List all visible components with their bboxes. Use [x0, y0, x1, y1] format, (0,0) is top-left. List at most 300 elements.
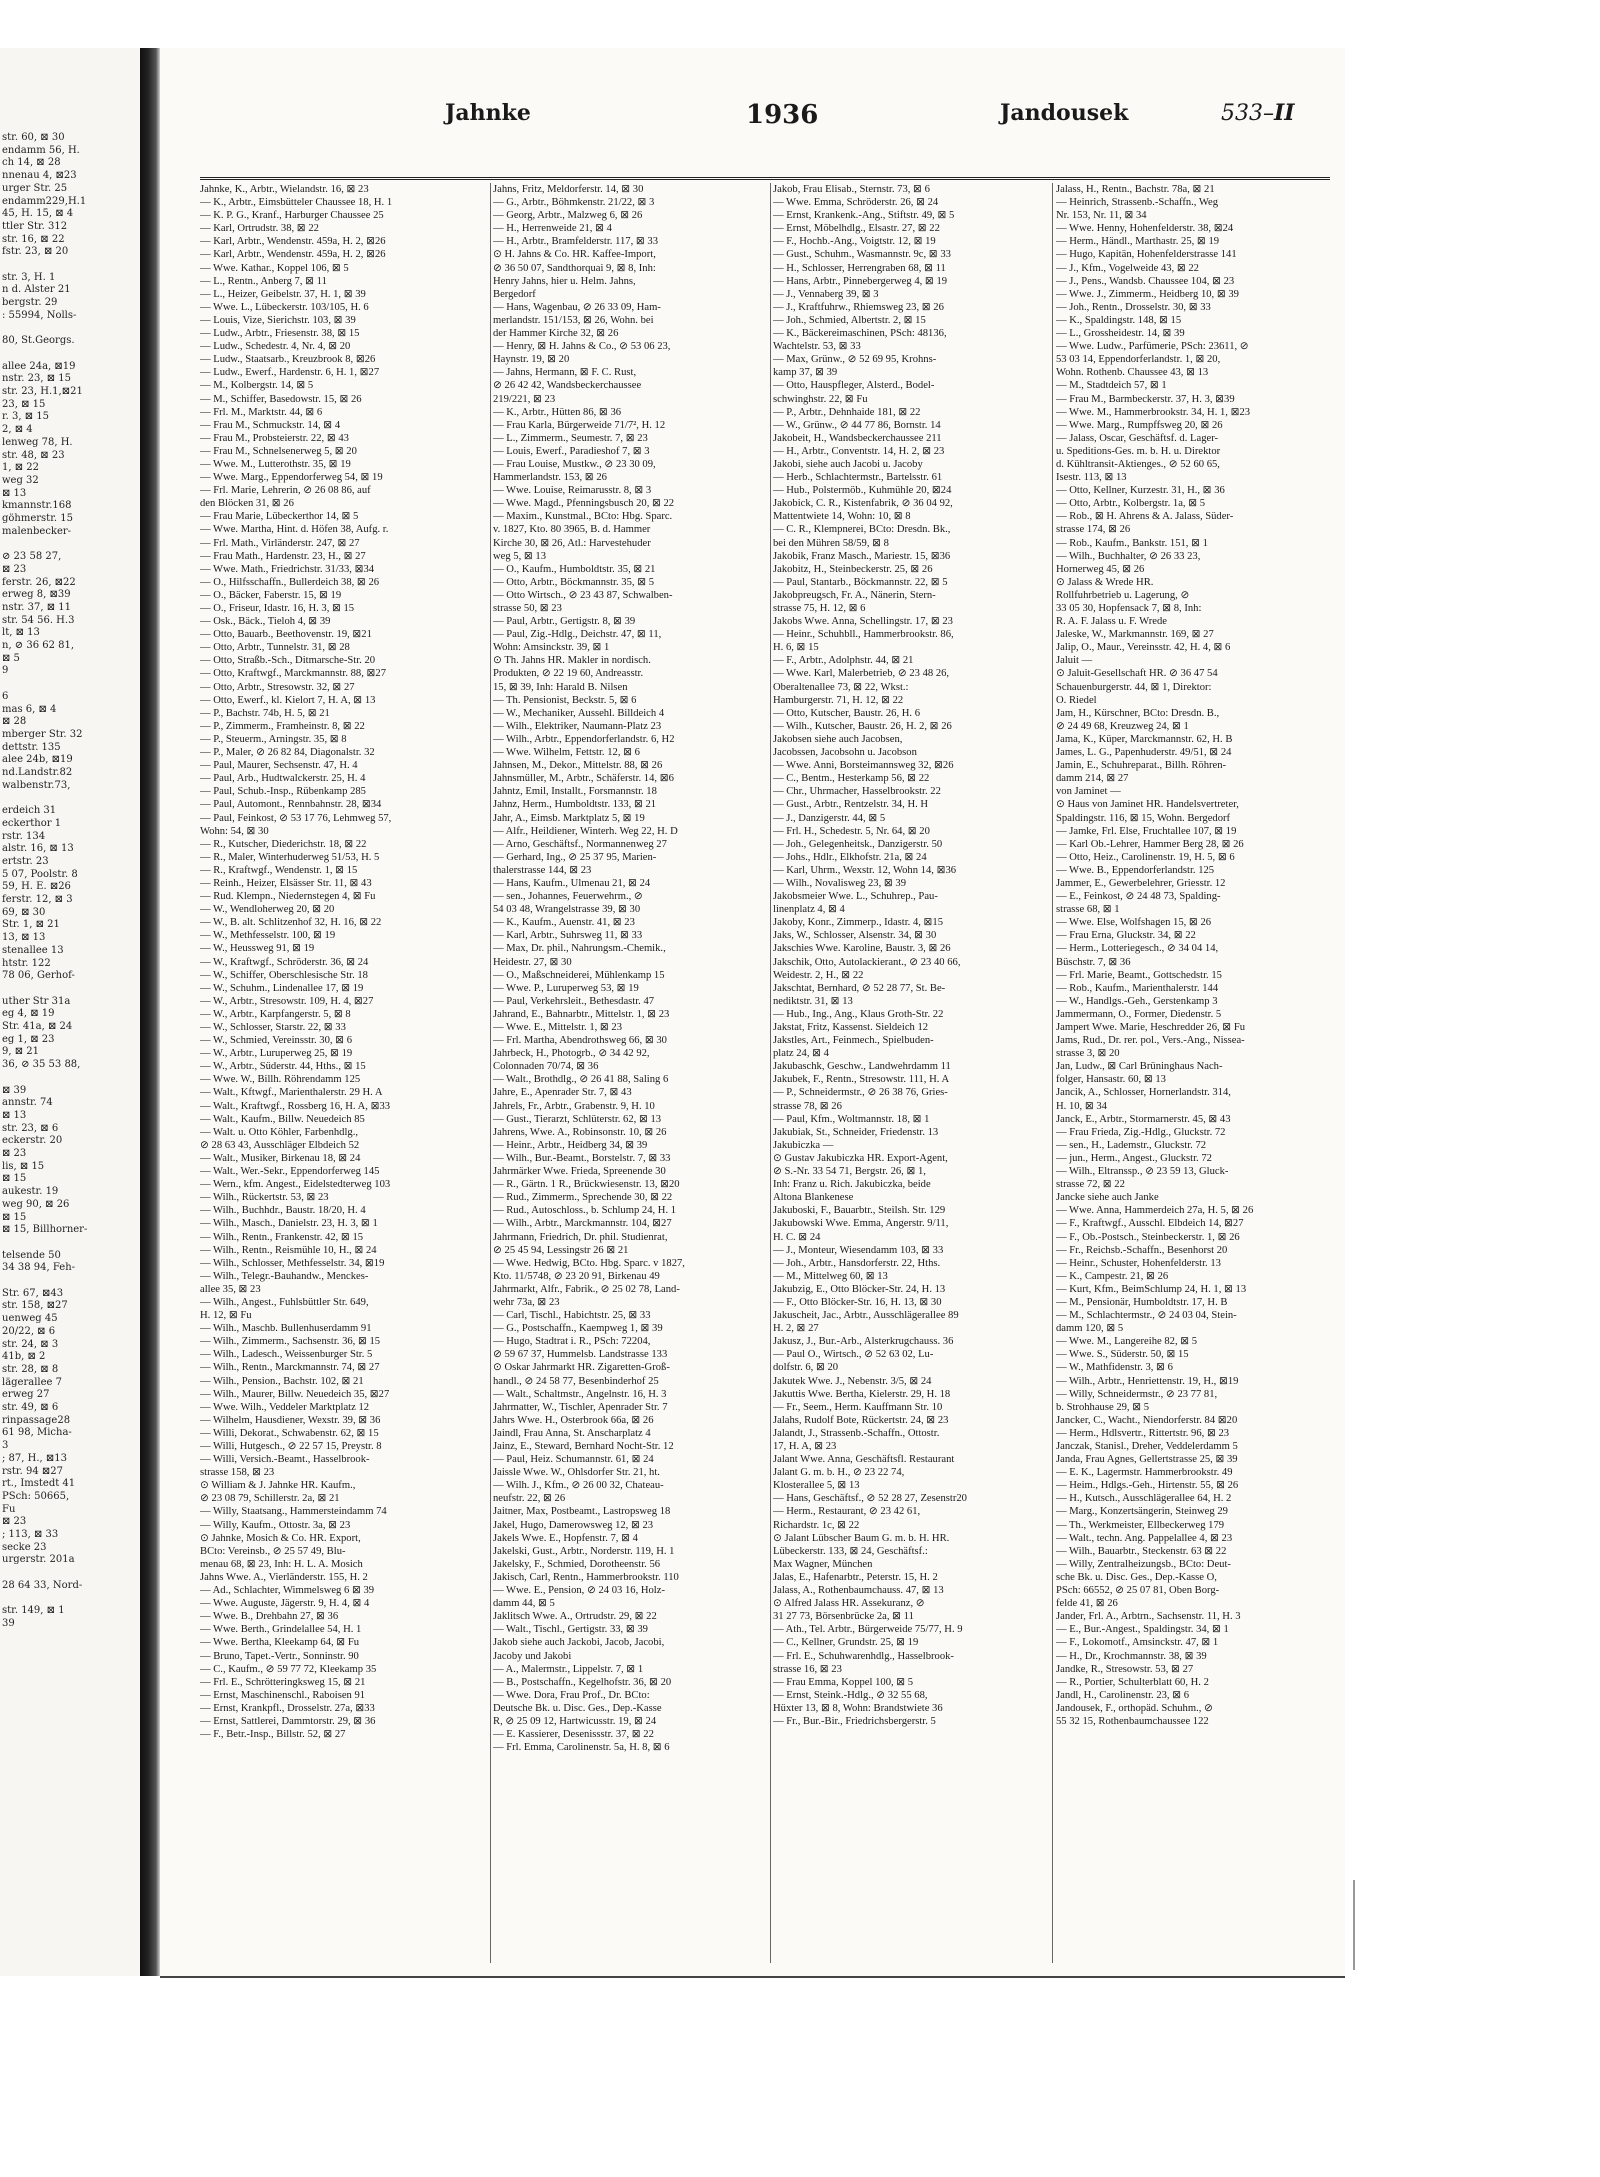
directory-entry-line: Jakubiak, St., Schneider, Friedenstr. 13: [773, 1126, 939, 1138]
directory-entry-line: felde 41, ⊠ 26: [1056, 1598, 1118, 1610]
directory-entry-line: — L., Grossheidestr. 14, ⊠ 39: [1056, 328, 1185, 340]
directory-entry-line: Jakel, Hugo, Damerowsweg 12, ⊠ 23: [493, 1519, 654, 1531]
directory-entry-line: — W., Wendloherweg 20, ⊠ 20: [200, 904, 335, 916]
directory-entry-line: — E., Feinkost, ⊘ 24 48 73, Spalding-: [1056, 891, 1221, 903]
directory-entry-line: — Hans, Wagenbau, ⊘ 26 33 09, Ham-: [493, 301, 661, 313]
left-page-fragment-line: uenweg 45: [2, 1313, 58, 1325]
directory-entry-line: — Wilh., Arbtr., Eppendorferlandstr. 6, H2: [493, 733, 675, 745]
directory-entry-line: Jakobpreugsch, Fr. A., Nänerin, Stern-: [773, 589, 936, 601]
directory-entry-line: — Otto, Bauarb., Beethovenstr. 19, ⊠21: [200, 629, 372, 641]
directory-entry-line: Jakob siehe auch Jackobi, Jacob, Jacobi,: [493, 1637, 665, 1649]
left-page-fragment-line: alee 24b, ⊠19: [2, 754, 73, 766]
left-page-fragment-line: str. 28, ⊠ 8: [2, 1363, 59, 1375]
directory-entry-line: Jacoby und Jakobi: [493, 1650, 572, 1662]
left-page-fragment-line: 6: [2, 690, 9, 702]
directory-entry-line: — Herm., Hdlsvertr., Rittertstr. 96, ⊠ 23: [1056, 1427, 1230, 1439]
directory-entry-line: — W., Arbtr., Stresowstr. 109, H. 4, ⊠27: [200, 995, 374, 1007]
directory-entry-line: — Paul, Verkehrsleit., Bethesdastr. 47: [493, 995, 655, 1007]
left-page-fragment-line: rt., Imstedt 41: [2, 1478, 76, 1490]
directory-entry-line: — W., Grünw., ⊘ 44 77 86, Bornstr. 14: [773, 419, 941, 431]
directory-entry-line: — C., Bentm., Hesterkamp 56, ⊠ 22: [773, 773, 930, 785]
directory-entry-line: — Osk., Bäck., Tieloh 4, ⊠ 39: [200, 616, 331, 628]
directory-entry-line: Schauenburgerstr. 44, ⊠ 1, Direktor:: [1056, 681, 1212, 693]
directory-entry-line: — Willi, Dekorat., Schwabenstr. 62, ⊠ 15: [200, 1427, 379, 1439]
directory-entry-line: — Joh., Schmied, Albertstr. 2, ⊠ 15: [773, 314, 926, 326]
directory-entry-line: — O., Hilfsschaffn., Bullerdeich 38, ⊠ 26: [200, 576, 380, 588]
column-4: [1056, 183, 1346, 1963]
directory-entry-line: — Heinr., Arbtr., Heidberg 34, ⊠ 39: [493, 1139, 648, 1151]
directory-entry-line: — Wilh., Bur.-Beamt., Borstelstr. 7, ⊠ 33: [493, 1152, 671, 1164]
directory-entry-line: — Carl, Tischl., Habichtstr. 25, ⊠ 33: [493, 1310, 651, 1322]
directory-entry-line: — Walt., techn. Ang. Pappelallee 4, ⊠ 23: [1056, 1532, 1233, 1544]
left-page-fragment-line: ⊠ 15: [2, 1173, 27, 1185]
left-page-fragment-line: rinpassage28: [2, 1414, 71, 1426]
directory-entry-line: Jakobitz, H., Steinbeckerstr. 25, ⊠ 26: [773, 563, 933, 575]
directory-entry-line: — Karl, Arbtr., Wendenstr. 459a, H. 2, ⊠26: [200, 236, 386, 248]
scanner-top-edge: [0, 0, 1600, 48]
directory-entry-line: — Frl. Marie, Lehrerin, ⊘ 26 08 86, auf: [200, 485, 371, 497]
directory-entry-line: Jams, Rud., Dr. rer. pol., Vers.-Ang., Nissea-: [1056, 1035, 1245, 1047]
directory-entry-line: — P., Schneidermstr., ⊘ 26 38 76, Gries-: [773, 1087, 948, 1099]
directory-entry-line: — Walt., Schaltmstr., Angelnstr. 16, H. 3: [493, 1388, 667, 1400]
directory-entry-line: — Rud., Zimmerm., Sprechende 30, ⊠ 22: [493, 1192, 673, 1204]
left-page-fragment-line: n, ⊘ 36 62 81,: [2, 640, 75, 651]
left-page-fragment-line: ch 14, ⊠ 28: [2, 157, 61, 169]
directory-entry-line: Janczak, Stanisl., Dreher, Veddelerdamm 5: [1056, 1441, 1238, 1452]
directory-entry-line: Jahre, E., Apenrader Str. 7, ⊠ 43: [493, 1087, 632, 1099]
directory-entry-line: dolfstr. 6, ⊠ 20: [773, 1362, 839, 1374]
directory-entry-line: — Fr., Seem., Herm. Kauffmann Str. 10: [773, 1401, 943, 1413]
directory-entry-line: Bergedorf: [493, 288, 536, 300]
directory-entry-line: Jammermann, O., Former, Diedenstr. 5: [1056, 1008, 1222, 1020]
directory-entry-line: — Walt., Musiker, Birkenau 18, ⊠ 24: [200, 1152, 361, 1164]
directory-entry-line: — Paul, Schub.-Insp., Rübenkamp 285: [200, 786, 366, 798]
directory-entry-line: H. 12, ⊠ Fu: [200, 1310, 252, 1322]
directory-entry-line: — Frau Frieda, Zig.-Hdlg., Gluckstr. 72: [1056, 1126, 1226, 1138]
directory-entry-line: — Wilh., Elektriker, Naumann-Platz 23: [493, 720, 662, 732]
directory-entry-line: — Wilh., Rentn., Marckmannstr. 74, ⊠ 27: [200, 1362, 380, 1374]
directory-entry-line: — Wilh., Maschb. Bullenhuserdamm 91: [200, 1323, 372, 1335]
directory-entry-line: — Wwe. Bertha, Kleekamp 64, ⊠ Fu: [200, 1637, 360, 1649]
directory-entry-line: — Paul, Maurer, Sechsenstr. 47, H. 4: [200, 760, 358, 772]
directory-entry-line: Jakels Wwe. E., Hopfenstr. 7, ⊠ 4: [493, 1532, 638, 1544]
column-2: [493, 183, 783, 1963]
directory-entry-line: — Willi, Versich.-Beamt., Hasselbrook-: [200, 1454, 370, 1466]
directory-entry-line: — W., B. alt. Schlitzenhof 32, H. 16, ⊠ 22: [200, 917, 382, 929]
directory-entry-line: Jaluit —: [1056, 655, 1093, 667]
directory-entry-line: — E., Bur.-Angest., Spaldingstr. 34, ⊠ 1: [1056, 1624, 1229, 1636]
directory-entry-line: Jakschtat, Bernhard, ⊘ 52 28 77, St. Be-: [773, 982, 946, 994]
directory-entry-line: — Wwe. Anni, Borsteimannsweg 32, ⊠26: [773, 760, 954, 772]
directory-entry-line: — Wwe. Auguste, Jägerstr. 9, H. 4, ⊠ 4: [200, 1598, 370, 1610]
directory-entry-line: — Paul, Zig.-Hdlg., Deichstr. 47, ⊠ 11,: [493, 629, 662, 641]
directory-entry-line: — C. R., Klempnerei, BCto: Dresdn. Bk.,: [773, 524, 951, 536]
directory-entry-line: Henry Jahns, hier u. Helm. Jahns,: [493, 275, 636, 287]
directory-entry-line: — H., Dr., Krochmannstr. 38, ⊠ 39: [1056, 1650, 1207, 1662]
directory-entry-line: — Otto, Kellner, Kurzestr. 31, H., ⊠ 36: [1056, 485, 1225, 497]
directory-entry-line: — Wwe. Marg., Rumpffsweg 20, ⊠ 26: [1056, 419, 1223, 431]
directory-entry-line: ⊘ 59 67 37, Hummelsb. Landstrasse 133: [493, 1349, 668, 1361]
directory-entry-line: — Wwe. Dora, Frau Prof., Dr. BCto:: [493, 1689, 650, 1701]
directory-entry-line: — Rob., Kaufm., Bankstr. 151, ⊠ 1: [1056, 537, 1208, 549]
directory-entry-line: — Herm., Restaurant, ⊘ 23 42 61,: [773, 1506, 921, 1518]
left-page-fragment-line: lenweg 78, H.: [2, 436, 73, 448]
directory-entry-line: — Ernst, Möbelhdlg., Elsastr. 27, ⊠ 22: [773, 223, 940, 235]
directory-entry-line: Jakubek, F., Rentn., Stresowstr. 111, H. A: [773, 1074, 950, 1086]
directory-entry-line: thalerstrasse 144, ⊠ 23: [493, 864, 592, 876]
directory-entry-line: strasse 3, ⊠ 20: [1056, 1048, 1120, 1060]
directory-entry-line: — Louis, Vize, Sierichstr. 103, ⊠ 39: [200, 314, 356, 326]
directory-entry-line: — Herm., Händl., Marthastr. 25, ⊠ 19: [1056, 236, 1220, 248]
directory-entry-line: H. 2, ⊠ 27: [773, 1323, 819, 1335]
left-page-fragment-line: malenbecker-: [2, 525, 72, 537]
left-page-fragment-line: lis, ⊠ 15: [2, 1160, 45, 1172]
directory-entry-line: — K., Arbtr., Eimsbütteler Chaussee 18, H. 1: [200, 197, 393, 209]
book-gutter: [140, 48, 160, 1976]
left-page-fragment-line: weg 32: [2, 474, 39, 486]
left-page-fragment-line: eckerstr. 20: [2, 1135, 63, 1147]
directory-entry-line: — Karl Ob.-Lehrer, Hammer Berg 28, ⊠ 26: [1056, 838, 1244, 850]
directory-entry-line: — G., Arbtr., Böhmkenstr. 21/22, ⊠ 3: [493, 197, 655, 209]
directory-entry-line: — Paul O., Wirtsch., ⊘ 52 63 02, Lu-: [773, 1349, 934, 1361]
left-page-fragment-line: ertstr. 23: [2, 855, 49, 867]
left-page-fragment-line: n d. Alster 21: [2, 284, 71, 296]
left-page-fragment-line: PSch: 50665,: [2, 1490, 70, 1502]
directory-entry-line: — Walt., Kaufm., Billw. Neuedeich 85: [200, 1113, 365, 1125]
directory-entry-line: — Kurt, Kfm., BeimSchlump 24, H. 1, ⊠ 13: [1056, 1283, 1247, 1295]
directory-entry-line: — J., Kfm., Vogelweide 43, ⊠ 22: [1056, 262, 1199, 274]
directory-entry-line: — L., Zimmerm., Seumestr. 7, ⊠ 23: [493, 432, 648, 444]
directory-entry-line: 17, H. A, ⊠ 23: [773, 1441, 837, 1452]
directory-entry-line: — F., Ob.-Postsch., Steinbeckerstr. 1, ⊠ 26: [1056, 1231, 1240, 1243]
directory-entry-line: — Otto, Straßb.-Sch., Ditmarsche-Str. 20: [200, 655, 376, 667]
directory-entry-line: — Gust., Tierarzt, Schlüterstr. 62, ⊠ 13: [493, 1113, 662, 1125]
directory-entry-line: merlandstr. 151/153, ⊠ 26, Wohn. bei: [493, 314, 654, 326]
directory-entry-line: — Frl. H., Schedestr. 5, Nr. 64, ⊠ 20: [773, 825, 930, 837]
directory-entry-line: — Ath., Tel. Arbtr., Bürgerweide 75/77, H. 9: [773, 1624, 963, 1636]
directory-entry-line: — Wwe. Emma, Schröderstr. 26, ⊠ 24: [773, 197, 939, 209]
directory-entry-line: — O., Bäcker, Faberstr. 15, ⊠ 19: [200, 589, 342, 601]
directory-entry-line: — Otto, Ewerf., kl. Kielort 7, H. A, ⊠ 13: [200, 694, 376, 706]
directory-entry-line: — Willy, Kaufm., Ottostr. 3a, ⊠ 23: [200, 1519, 351, 1531]
left-page-fragment-line: 61 98, Micha-: [2, 1427, 72, 1439]
left-page-fragment-line: 41b, ⊠ 2: [2, 1351, 46, 1363]
left-page-fragment-line: ferstr. 12, ⊠ 3: [2, 894, 73, 905]
directory-entry-line: — Wilh., Schlosser, Methfesselstr. 34, ⊠19: [200, 1257, 385, 1269]
directory-entry-line: — Arno, Geschäftsf., Normannenweg 27: [493, 838, 667, 850]
left-page-fragment-line: ⊠ 23: [2, 1148, 27, 1159]
directory-entry-line: — Willy, Zentralheizungsb., BCto: Deut-: [1056, 1558, 1231, 1570]
column-3: [773, 183, 1063, 1963]
scan-margin-mark: [1353, 1880, 1355, 1970]
left-page-fragment-line: fstr. 23, ⊠ 20: [2, 246, 69, 258]
directory-entry-line: Jakoby, Konr., Zimmerp., Idastr. 4, ⊠15: [773, 917, 944, 929]
directory-entry-line: — P., Zimmerm., Framheinstr. 8, ⊠ 22: [200, 720, 365, 732]
directory-entry-line: — K., Bäckereimaschinen, PSch: 48136,: [773, 328, 947, 340]
directory-entry-line: — Wilh., Novalisweg 23, ⊠ 39: [773, 877, 907, 889]
left-page-fragment-line: mberger Str. 32: [2, 728, 83, 740]
directory-entry-line: — Maxim., Kunstmal., BCto: Hbg. Sparc.: [493, 511, 673, 523]
page-number-main: 533–: [1221, 101, 1274, 126]
left-page-fragment-line: lägerallee 7: [2, 1376, 62, 1388]
directory-entry-line: — Marg., Konzertsängerin, Steinweg 29: [1056, 1506, 1228, 1518]
directory-entry-line: — Ludw., Arbtr., Friesenstr. 38, ⊠ 15: [200, 328, 360, 340]
directory-entry-line: Jahrels, Fr., Arbtr., Grabenstr. 9, H. 10: [493, 1100, 655, 1112]
directory-entry-line: — J., Vennaberg 39, ⊠ 3: [773, 288, 879, 300]
left-page-fragment-line: Str. 67, ⊠43: [2, 1287, 64, 1299]
directory-entry-line: — Wwe. Wilhelm, Fettstr. 12, ⊠ 6: [493, 747, 640, 759]
directory-entry-line: — jun., Herm., Angest., Gluckstr. 72: [1056, 1152, 1212, 1164]
directory-entry-line: strasse 50, ⊠ 23: [493, 603, 562, 614]
directory-entry-line: Jakobick, C. R., Kistenfabrik, ⊘ 36 04 92,: [773, 498, 953, 510]
directory-entry-line: ⊘ 28 63 43, Ausschläger Elbdeich 52: [200, 1139, 360, 1151]
left-page-fragment-line: stenallee 13: [2, 944, 64, 956]
directory-entry-line: — B., Postschaffn., Kegelhofstr. 36, ⊠ 20: [493, 1676, 672, 1688]
directory-entry-line: — Wilh., Buchhdr., Baustr. 18/20, H. 4: [200, 1205, 366, 1217]
left-page-fragment-line: ⊠ 5: [2, 652, 20, 664]
directory-entry-line: Jakobi, siehe auch Jacobi u. Jacoby: [773, 458, 923, 470]
directory-entry-line: — Frau M., Probsteierstr. 22, ⊠ 43: [200, 432, 349, 444]
directory-entry-line: — Wilh., Ladesch., Weissenburger Str. 5: [200, 1349, 373, 1361]
directory-entry-line: Nr. 153, Nr. 11, ⊠ 34: [1056, 210, 1147, 222]
directory-entry-line: — P., Bachstr. 74b, H. 5, ⊠ 21: [200, 707, 330, 719]
directory-entry-line: — Wwe. M., Lutterothstr. 35, ⊠ 19: [200, 458, 351, 470]
left-page-fragment-line: str. 23, H.1,⊠21: [2, 386, 83, 397]
directory-entry-line: Jakubiczka —: [773, 1139, 834, 1151]
directory-entry-line: Jam, H., Kürschner, BCto: Dresdn. B.,: [1056, 707, 1220, 719]
directory-entry-line: damm 44, ⊠ 5: [493, 1598, 555, 1610]
directory-entry-line: ⊘ 36 50 07, Sandthorquai 9, ⊠ 8, Inh:: [493, 262, 656, 274]
directory-entry-line: strasse 75, H. 12, ⊠ 6: [773, 603, 866, 614]
directory-entry-line: Jakob, Frau Elisab., Sternstr. 73, ⊠ 6: [773, 184, 930, 195]
left-page-fragment-line: ; 87, H., ⊠13: [2, 1452, 67, 1464]
directory-entry-line: — W., Schuhm., Lindenallee 17, ⊠ 19: [200, 982, 364, 994]
directory-entry-line: — Fr., Bur.-Bir., Friedrichsbergerstr. 5: [773, 1715, 936, 1727]
directory-entry-line: — Willi, Hutgesch., ⊘ 22 57 15, Preystr. 8: [200, 1441, 382, 1452]
left-page-fragment-line: mas 6, ⊠ 4: [2, 703, 57, 715]
directory-entry-line: ⊙ Jaluit-Gesellschaft HR. ⊘ 36 47 54: [1056, 668, 1218, 680]
directory-entry-line: — R., Kutscher, Diederichstr. 18, ⊠ 22: [200, 838, 367, 850]
directory-entry-line: Jahns Wwe. A., Vierländerstr. 155, H. 2: [200, 1571, 368, 1583]
directory-entry-line: Jaklitsch Wwe. A., Ortrudstr. 29, ⊠ 22: [493, 1611, 657, 1623]
directory-entry-line: der Hammer Kirche 32, ⊠ 26: [493, 328, 619, 340]
right-margin: [1345, 48, 1600, 1976]
directory-entry-line: — E. K., Lagermstr. Hammerbrookstr. 49: [1056, 1467, 1233, 1479]
directory-entry-line: Jalandt, J., Strassenb.-Schaffn., Ottostr.: [773, 1427, 940, 1439]
directory-entry-line: — W., Mathfidenstr. 3, ⊠ 6: [1056, 1362, 1173, 1374]
directory-entry-line: Haynstr. 19, ⊠ 20: [493, 354, 570, 366]
directory-entry-line: — Frau Karla, Bürgerweide 71/7², H. 12: [493, 419, 666, 431]
directory-entry-line: ⊙ Haus von Jaminet HR. Handelsvertreter,: [1056, 799, 1239, 811]
directory-entry-line: bei den Mühren 58/59, ⊠ 8: [773, 537, 889, 549]
directory-entry-line: — F., Hochb.-Ang., Voigtstr. 12, ⊠ 19: [773, 236, 936, 248]
directory-entry-line: — Wwe. Marg., Eppendorferweg 54, ⊠ 19: [200, 472, 383, 484]
left-page-fragment-line: urgerstr. 201a: [2, 1554, 75, 1566]
directory-entry-line: — Wwe. W., Billh. Röhrendamm 125: [200, 1074, 361, 1086]
directory-entry-line: Büschstr. 7, ⊠ 36: [1056, 956, 1131, 968]
directory-entry-line: — W., Kraftwgf., Schröderstr. 36, ⊠ 24: [200, 956, 369, 968]
directory-entry-line: PSch: 66552, ⊘ 25 07 81, Oben Borg-: [1056, 1585, 1220, 1597]
directory-entry-line: — Paul, Feinkost, ⊘ 53 17 76, Lehmweg 57,: [200, 812, 392, 824]
directory-entry-line: damm 120, ⊠ 5: [1056, 1323, 1124, 1335]
directory-entry-line: ⊙ H. Jahns & Co. HR. Kaffee-Import,: [493, 249, 656, 261]
directory-entry-line: Jandl, H., Carolinenstr. 23, ⊠ 6: [1056, 1689, 1190, 1701]
directory-entry-line: — Th. Pensionist, Beckstr. 5, ⊠ 6: [493, 694, 637, 706]
header-rule: [200, 177, 1330, 180]
directory-entry-line: — Wwe. L., Lübeckerstr. 103/105, H. 6: [200, 301, 369, 313]
directory-entry-line: Jalip, O., Maur., Vereinsstr. 42, H. 4, ⊠ 6: [1056, 642, 1231, 654]
left-page-fragment-line: eckerthor 1: [2, 817, 62, 829]
directory-entry-line: — Walt., Kftwgf., Marienthalerstr. 29 H. A: [200, 1087, 383, 1099]
directory-entry-line: — W., Schmied, Vereinsstr. 30, ⊠ 6: [200, 1035, 352, 1047]
left-page-fragment-line: Str. 1, ⊠ 21: [2, 919, 60, 931]
directory-entry-line: ⊘ 23 08 79, Schillerstr. 2a, ⊠ 21: [200, 1493, 340, 1505]
directory-entry-line: — Frl. Marie, Beamt., Gottschedstr. 15: [1056, 969, 1222, 981]
directory-entry-line: — Karl, Ortrudstr. 38, ⊠ 22: [200, 223, 319, 235]
directory-entry-line: — Ernst, Maschinenschl., Raboisen 91: [200, 1689, 366, 1701]
directory-entry-line: — Wwe. E., Pension, ⊘ 24 03 16, Holz-: [493, 1585, 665, 1597]
directory-entry-line: — Herb., Schlachtermstr., Bartelsstr. 61: [773, 472, 943, 484]
directory-entry-line: — W., Methfesselstr. 100, ⊠ 19: [200, 930, 336, 942]
directory-entry-line: strasse 16, ⊠ 23: [773, 1663, 842, 1675]
directory-entry-line: Jaindl, Frau Anna, St. Anscharplatz 4: [493, 1427, 651, 1439]
left-page-fragment-line: 78 06, Gerhof-: [2, 970, 75, 982]
directory-entry-line: Jakobsmeier Wwe. L., Schuhrep., Pau-: [773, 891, 938, 903]
directory-entry-line: — Paul, Arbtr., Gertigstr. 8, ⊠ 39: [493, 616, 636, 628]
directory-entry-line: Jalant G. m. b. H., ⊘ 23 22 74,: [773, 1467, 905, 1479]
column-1: [200, 183, 490, 1963]
directory-entry-line: — Wwe. Kathar., Koppel 106, ⊠ 5: [200, 262, 349, 274]
directory-entry-line: Wachtelstr. 53, ⊠ 33: [773, 341, 861, 353]
directory-entry-line: — Wilh., Rückertstr. 53, ⊠ 23: [200, 1192, 329, 1204]
directory-entry-line: — Heinr., Schuhbll., Hammerbrookstr. 86,: [773, 629, 954, 641]
directory-entry-line: sche Bk. u. Disc. Ges., Dep.-Kasse O,: [1056, 1571, 1217, 1583]
directory-entry-line: Jahrmärker Wwe. Frieda, Spreenende 30: [493, 1166, 666, 1178]
directory-entry-line: — F., Kraftwgf., Ausschl. Elbdeich 14, ⊠27: [1056, 1218, 1244, 1230]
directory-entry-line: — Ludw., Staatsarb., Kreuzbrook 8, ⊠26: [200, 354, 376, 366]
directory-entry-line: — Hub., Ing., Ang., Klaus Groth-Str. 22: [773, 1008, 944, 1020]
directory-entry-line: — R., Portier, Schulterblatt 60, H. 2: [1056, 1676, 1209, 1688]
directory-entry-line: — Hugo, Stadtrat i. R., PSch: 72204,: [493, 1336, 651, 1348]
directory-entry-line: — Wilh., Telegr.-Bauhandw., Menckes-: [200, 1270, 369, 1282]
directory-entry-line: strasse 158, ⊠ 23: [200, 1467, 275, 1479]
directory-entry-line: Jandousek, F., orthopäd. Schuhm., ⊘: [1056, 1702, 1213, 1714]
directory-entry-line: — M., Schiffer, Basedowstr. 15, ⊠ 26: [200, 393, 362, 405]
directory-entry-line: — M., Kolbergstr. 14, ⊠ 5: [200, 380, 314, 392]
directory-entry-line: R. A. F. Jalass u. F. Wrede: [1056, 616, 1167, 628]
directory-entry-line: kamp 37, ⊠ 39: [773, 367, 838, 379]
directory-entry-line: — W., Heussweg 91, ⊠ 19: [200, 943, 315, 955]
left-page-fragment-line: 23, ⊠ 15: [2, 398, 46, 410]
directory-entry-line: — Frl. M., Marktstr. 44, ⊠ 6: [200, 406, 323, 418]
directory-entry-line: Jaks, W., Schlosser, Alsenstr. 34, ⊠ 30: [773, 930, 937, 942]
directory-entry-line: — C., Kaufm., ⊘ 59 77 72, Kleekamp 35: [200, 1663, 377, 1675]
directory-entry-line: strasse 68, ⊠ 1: [1056, 904, 1120, 916]
directory-entry-line: 53 03 14, Eppendorferlandstr. 1, ⊠ 20,: [1056, 354, 1221, 366]
directory-entry-line: Jakschies Wwe. Karoline, Baustr. 3, ⊠ 26: [773, 943, 951, 955]
directory-entry-line: — Otto, Kraftwgf., Marckmannstr. 88, ⊠27: [200, 668, 386, 680]
directory-entry-line: — F., Arbtr., Adolphstr. 44, ⊠ 21: [773, 655, 914, 667]
directory-entry-line: 15, ⊠ 39, Inh: Harald B. Nilsen: [493, 681, 628, 693]
directory-entry-line: — Wilh., Bauarbtr., Steckenstr. 63 ⊠ 22: [1056, 1545, 1227, 1557]
column-divider-1: [490, 183, 491, 1963]
directory-entry-line: — Wwe. Martha, Hint. d. Höfen 38, Aufg. r.: [200, 524, 389, 536]
left-page-fragment-line: str. 16, ⊠ 22: [2, 233, 65, 245]
directory-entry-line: Jalas, E., Hafenarbtr., Peterstr. 15, H. 2: [773, 1571, 938, 1583]
directory-entry-line: — Hub., Polstermöb., Kuhmühle 20, ⊠24: [773, 485, 952, 497]
directory-entry-line: — Frau Emma, Koppel 100, ⊠ 5: [773, 1676, 914, 1688]
left-page-fragment-line: Fu: [2, 1503, 16, 1515]
directory-entry-line: — Willy, Schneidermstr., ⊘ 23 77 81,: [1056, 1388, 1218, 1400]
directory-entry-line: Hamburgerstr. 71, H. 12, ⊠ 22: [773, 694, 904, 706]
directory-entry-line: 55 32 15, Rothenbaumchaussee 122: [1056, 1715, 1209, 1727]
directory-entry-line: — Henry, ⊠ H. Jahns & Co., ⊘ 53 06 23,: [493, 341, 671, 353]
directory-entry-line: wehr 73a, ⊠ 23: [493, 1296, 560, 1308]
left-page-fragment-line: 9, ⊠ 21: [2, 1046, 40, 1058]
directory-entry-line: — Frau Erna, Gluckstr. 34, ⊠ 22: [1056, 930, 1196, 942]
directory-entry-line: Jakuboski, F., Bauarbtr., Steilsh. Str. 129: [773, 1205, 946, 1217]
directory-entry-line: — Wilh., Eltranssp., ⊘ 23 59 13, Gluck-: [1056, 1166, 1229, 1178]
directory-entry-line: Jama, K., Küper, Marckmannstr. 62, H. B: [1056, 733, 1233, 745]
directory-entry-line: — Wilh., Masch., Danielstr. 23, H. 3, ⊠ 1: [200, 1218, 378, 1230]
directory-entry-line: — W., Mechaniker, Aussehl. Billdeich 4: [493, 707, 665, 719]
directory-entry-line: — G., Postschaffn., Kaempweg 1, ⊠ 39: [493, 1323, 663, 1335]
directory-entry-line: — Wwe. Magd., Pfenningsbusch 20, ⊠ 22: [493, 498, 675, 510]
directory-entry-line: — J., Kraftfuhrw., Rhiemsweg 23, ⊠ 26: [773, 301, 944, 313]
directory-entry-line: — O., Maßschneiderei, Mühlenkamp 15: [493, 969, 665, 981]
left-page-fragment-line: Str. 41a, ⊠ 24: [2, 1021, 73, 1032]
directory-entry-line: — H., Arbtr., Bramfelderstr. 117, ⊠ 33: [493, 236, 659, 248]
directory-entry-line: — Walt., Kraftwgf., Rossberg 16, H. A, ⊠33: [200, 1100, 391, 1112]
left-page-fragment-line: 2, ⊠ 4: [2, 424, 33, 436]
directory-entry-line: — Wilh. J., Kfm., ⊘ 26 00 32, Chateau-: [493, 1480, 664, 1492]
directory-entry-line: — Wwe. M., Hammerbrookstr. 34, H. 1, ⊠23: [1056, 406, 1251, 418]
left-page-fragment-line: bergstr. 29: [2, 297, 58, 309]
directory-entry-line: — Rud. Klempn., Niedernstegen 4, ⊠ Fu: [200, 891, 376, 903]
left-page-fragment-line: 5 07, Poolstr. 8: [2, 868, 78, 880]
directory-entry-line: — Wilh., Maurer, Billw. Neuedeich 35, ⊠27: [200, 1388, 390, 1400]
directory-entry-line: 31 27 73, Börsenbrücke 2a, ⊠ 11: [773, 1611, 914, 1623]
directory-entry-line: — Frau Louise, Mustkw., ⊘ 23 30 09,: [493, 458, 656, 470]
directory-entry-line: — Wwe. B., Eppendorferlandstr. 125: [1056, 864, 1215, 876]
directory-entry-line: — Wilh., Arbtr., Marckmannstr. 104, ⊠27: [493, 1218, 672, 1230]
directory-entry-line: Mattentwiete 14, Wohn: 10, ⊠ 8: [773, 511, 911, 523]
directory-entry-line: — Joh., Arbtr., Hansdorferstr. 22, Hths.: [773, 1257, 941, 1269]
left-page-fragment-line: nd.Landstr.82: [2, 767, 73, 778]
left-page-fragment-line: nnenau 4, ⊠23: [2, 170, 77, 182]
directory-entry-line: Jakubowski Wwe. Emma, Angerstr. 9/11,: [773, 1218, 949, 1230]
directory-entry-line: — Frau M., Schnelsenerweg 5, ⊠ 20: [200, 445, 357, 457]
left-page-fragment-line: : 55994, Nolls-: [2, 309, 77, 321]
directory-entry-line: Jakobeit, H., Wandsbeckerchaussee 211: [773, 432, 942, 444]
directory-entry-line: — Jamke, Frl. Else, Fruchtallee 107, ⊠ 19: [1056, 825, 1237, 837]
directory-entry-line: — A., Malermstr., Lippelstr. 7, ⊠ 1: [493, 1663, 644, 1675]
directory-entry-line: — Otto, Arbtr., Böckmannstr. 35, ⊠ 5: [493, 576, 655, 588]
left-page-fragment-line: 1, ⊠ 22: [2, 462, 40, 474]
directory-entry-line: — Th., Werkmeister, Ellbeckerweg 179: [1056, 1519, 1225, 1531]
directory-entry-line: den Blöcken 31, ⊠ 26: [200, 498, 294, 510]
directory-entry-line: — Wwe. Berth., Grindelallee 54, H. 1: [200, 1624, 362, 1636]
directory-entry-line: — Paul, Arb., Hudtwalckerstr. 25, H. 4: [200, 773, 366, 785]
column-divider-3: [1052, 183, 1053, 1963]
left-page-fragment-line: str. 54 56. H.3: [2, 614, 75, 626]
directory-entry-line: — W., Schlosser, Starstr. 22, ⊠ 33: [200, 1022, 346, 1033]
directory-entry-line: Deutsche Bk. u. Disc. Ges., Dep.-Kasse: [493, 1702, 662, 1714]
left-page-fragment-line: uther Str 31a: [2, 995, 71, 1007]
directory-entry-line: Produkten, ⊘ 22 19 60, Andreasstr.: [493, 668, 644, 680]
directory-entry-line: — L., Rentn., Anberg 7, ⊠ 11: [200, 275, 327, 287]
directory-entry-line: BCto: Vereinsb., ⊘ 25 57 49, Blu-: [200, 1545, 346, 1557]
